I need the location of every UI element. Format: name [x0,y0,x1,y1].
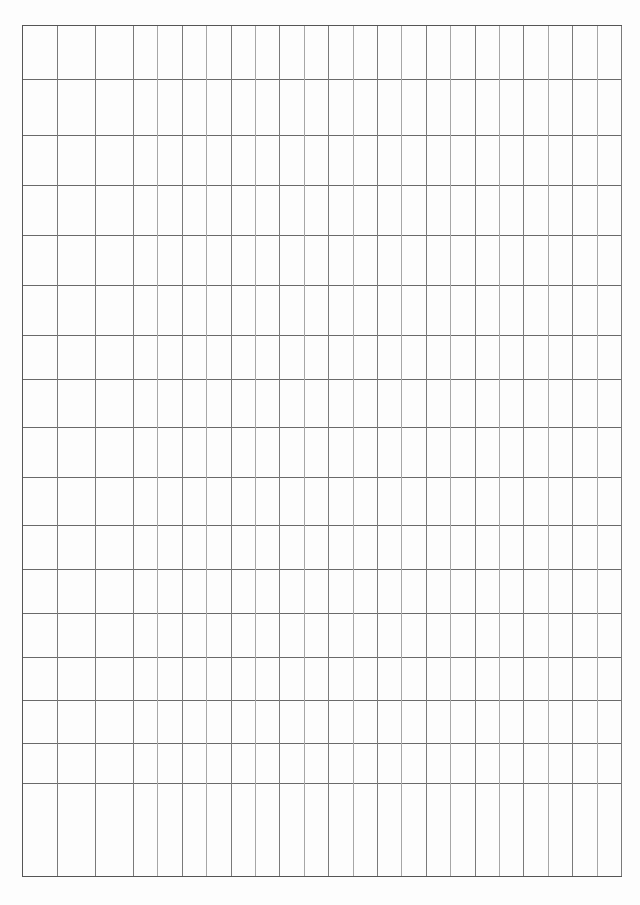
header-row-rule [95,26,96,876]
table-row-rule [353,26,354,876]
table-column-rule [23,427,621,428]
table-row-rule [572,26,573,876]
table-row-rule [279,26,280,876]
table-row-rule [450,26,451,876]
table-row-rule [597,26,598,876]
program-table [22,25,622,877]
table-row-rule [328,26,329,876]
table-row-rule [133,26,134,876]
table-column-rule [23,783,621,784]
table-column-rule [23,379,621,380]
table-row-rule [157,26,158,876]
table-row-rule [548,26,549,876]
table-column-rule [23,477,621,478]
table-row-rule [206,26,207,876]
table-row-rule [377,26,378,876]
table-column-rule [23,525,621,526]
table-column-rule [23,743,621,744]
table-row-rule [426,26,427,876]
table-column-rule [23,135,621,136]
table-row-rule [255,26,256,876]
table-row-rule [475,26,476,876]
header-row-rule [57,26,58,876]
table-column-rule [23,235,621,236]
table-row-rule [499,26,500,876]
table-column-rule [23,569,621,570]
table-column-rule [23,657,621,658]
table-row-rule [182,26,183,876]
table-column-rule [23,79,621,80]
table-row-rule [304,26,305,876]
table-row-rule [401,26,402,876]
table-column-rule [23,700,621,701]
table-column-rule [23,335,621,336]
table-row-rule [231,26,232,876]
table-row-rule [523,26,524,876]
table-row-rule [621,26,622,876]
table-column-rule [23,185,621,186]
table-column-rule [23,285,621,286]
table-column-rule [23,613,621,614]
